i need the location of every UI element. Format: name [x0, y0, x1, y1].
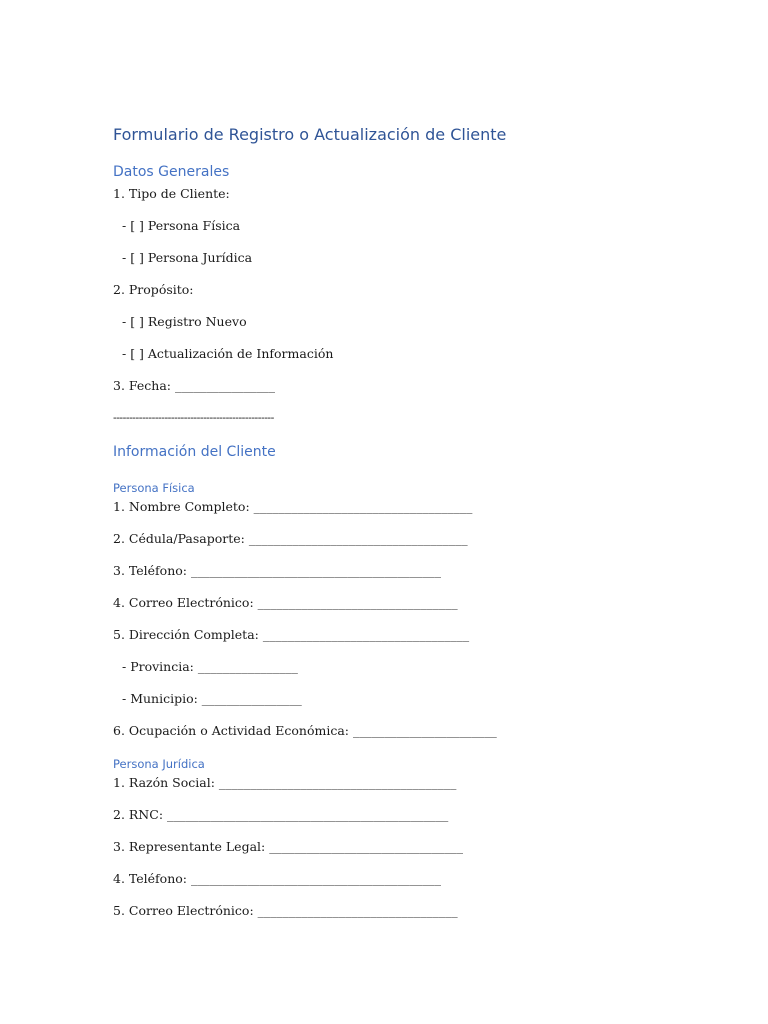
- municipio-field: - Municipio: ________________: [122, 691, 302, 706]
- form-title: Formulario de Registro o Actualización de Cliente: [113, 125, 507, 144]
- razon-social-field: 1. Razón Social: ______________________________________: [113, 775, 457, 790]
- section-divider: --------------------------------------------------: [113, 411, 274, 424]
- checkbox-actualizacion: - [ ] Actualización de Información: [122, 346, 334, 361]
- juridica-correo-field: 5. Correo Electrónico: ________________________________: [113, 903, 458, 918]
- rnc-field: 2. RNC: _____________________________________________: [113, 807, 449, 822]
- telefono-field: 3. Teléfono: ________________________________________: [113, 563, 441, 578]
- direccion-completa-field: 5. Dirección Completa: _________________________________: [113, 627, 470, 642]
- section-heading-datos-generales: Datos Generales: [113, 164, 230, 180]
- checkbox-registro-nuevo: - [ ] Registro Nuevo: [122, 314, 247, 329]
- juridica-telefono-field: 4. Teléfono: ________________________________________: [113, 871, 441, 886]
- tipo-cliente-label: 1. Tipo de Cliente:: [113, 186, 230, 201]
- section-heading-informacion-cliente: Información del Cliente: [113, 444, 276, 460]
- cedula-pasaporte-field: 2. Cédula/Pasaporte: ___________________________________: [113, 531, 468, 546]
- provincia-field: - Provincia: ________________: [122, 659, 298, 674]
- ocupacion-field: 6. Ocupación o Actividad Económica: _______________________: [113, 723, 497, 738]
- correo-electronico-field: 4. Correo Electrónico: ________________________________: [113, 595, 458, 610]
- representante-legal-field: 3. Representante Legal: _______________________________: [113, 839, 463, 854]
- checkbox-persona-fisica: - [ ] Persona Física: [122, 218, 241, 233]
- subheading-persona-juridica: Persona Jurídica: [113, 757, 205, 771]
- checkbox-persona-juridica: - [ ] Persona Jurídica: [122, 250, 253, 265]
- fecha-field: 3. Fecha: ________________: [113, 378, 275, 393]
- proposito-label: 2. Propósito:: [113, 282, 194, 297]
- subheading-persona-fisica: Persona Física: [113, 481, 195, 495]
- nombre-completo-field: 1. Nombre Completo: ___________________________________: [113, 499, 473, 514]
